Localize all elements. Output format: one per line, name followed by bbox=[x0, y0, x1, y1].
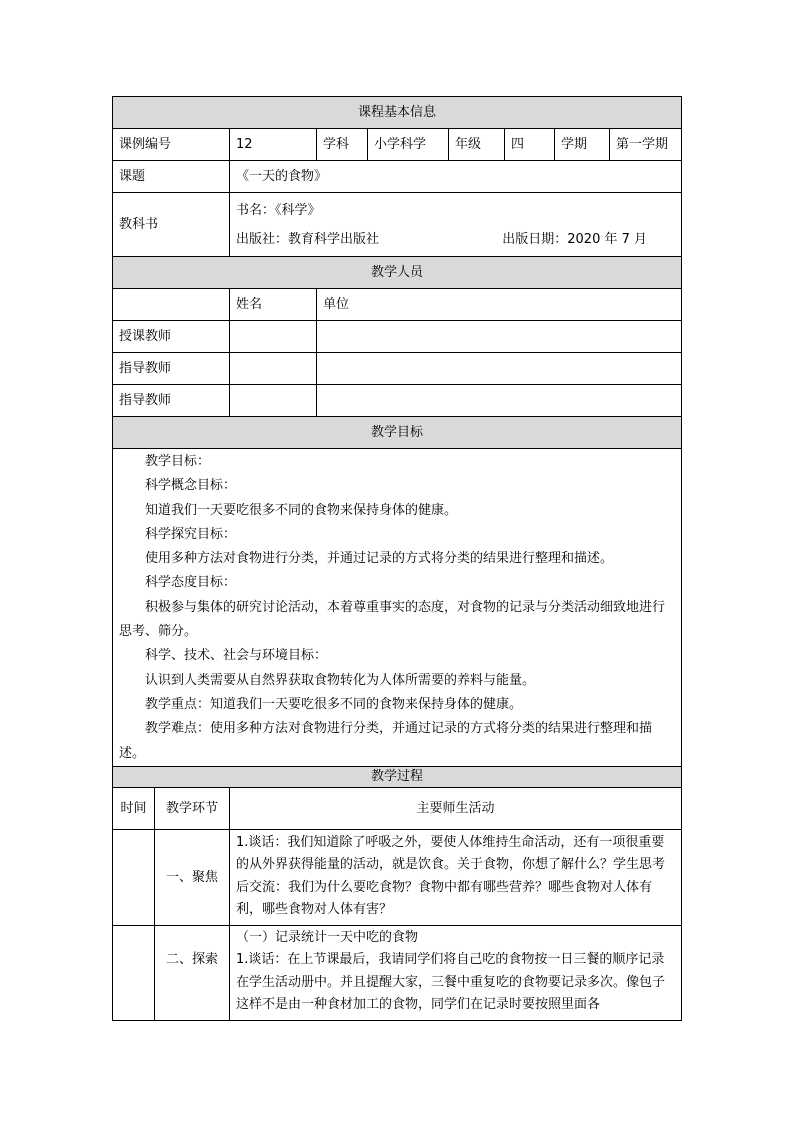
activity-text: 1.谈话：我们知道除了呼吸之外，要使人体维持生命活动，还有一项很重要的从外界获得能量的活动，就是饮食。关于食物，你想了解什么？学生思考后交流：我们为什么要吃食物？食物中都有哪些营养？哪些食物对人体有利，哪些食物对人体有害？ bbox=[236, 834, 666, 918]
staff-name-header: 姓名 bbox=[230, 289, 317, 321]
process-row bbox=[113, 829, 682, 925]
activity-column-header: 主要师生活动 bbox=[230, 787, 682, 829]
process-row bbox=[113, 925, 682, 1020]
goals-paragraph: 教学目标： bbox=[145, 454, 211, 469]
publication-date: 出版日期：2020 年 7 月 bbox=[502, 231, 648, 247]
publication-line bbox=[236, 225, 675, 254]
staff-unit-header: 单位 bbox=[317, 289, 682, 321]
staff-role-header bbox=[113, 289, 230, 321]
term-value: 第一学期 bbox=[610, 129, 682, 161]
goals-paragraph: 认识到人类需要从自然界获取食物转化为人体所需要的养料与能量。 bbox=[145, 672, 536, 688]
goals-paragraph: 积极参与集体的研究讨论活动，本着尊重事实的态度，对食物的记录与分类活动细致地进行思考、筛分。 bbox=[119, 599, 666, 640]
staff-name bbox=[230, 353, 317, 385]
time-column-header: 时间 bbox=[113, 787, 155, 829]
process-stage: 一、聚焦 bbox=[155, 829, 230, 925]
textbook-label: 教科书 bbox=[113, 193, 230, 257]
goals-paragraph: 科学、技术、社会与环境目标： bbox=[145, 648, 328, 664]
staff-role: 指导教师 bbox=[113, 385, 230, 417]
staff-unit bbox=[317, 353, 682, 385]
goals-content bbox=[113, 449, 682, 767]
term-label: 学期 bbox=[555, 129, 610, 161]
staff-row bbox=[113, 353, 682, 385]
grade-value: 四 bbox=[505, 129, 555, 161]
staff-unit bbox=[317, 321, 682, 353]
subject-value: 小学科学 bbox=[368, 129, 449, 161]
process-activity bbox=[230, 829, 682, 925]
staff-role: 授课教师 bbox=[113, 321, 230, 353]
activity-heading: （一）记录统计一天中吃的食物 bbox=[236, 929, 419, 945]
section-header-process: 教学过程 bbox=[113, 766, 682, 787]
topic-value: 《一天的食物》 bbox=[230, 161, 682, 193]
staff-row bbox=[113, 321, 682, 353]
subject-label: 学科 bbox=[317, 129, 368, 161]
publisher: 出版社：教育科学出版社 bbox=[236, 231, 380, 247]
goals-paragraph: 教学重点：知道我们一天要吃很多不同的食物来保持身体的健康。 bbox=[145, 696, 523, 712]
process-activity bbox=[230, 925, 682, 1020]
section-header-basic-info: 课程基本信息 bbox=[113, 97, 682, 129]
staff-name bbox=[230, 321, 317, 353]
goals-paragraph: 教学难点：使用多种方法对食物进行分类，并通过记录的方式将分类的结果进行整理和描述。 bbox=[119, 721, 653, 761]
stage-column-header: 教学环节 bbox=[155, 787, 230, 829]
process-stage: 二、探索 bbox=[155, 925, 230, 1020]
staff-row bbox=[113, 385, 682, 417]
goals-paragraph: 科学态度目标： bbox=[145, 575, 237, 591]
section-header-staff: 教学人员 bbox=[113, 257, 682, 289]
grade-label: 年级 bbox=[449, 129, 505, 161]
topic-label: 课题 bbox=[113, 161, 230, 193]
goals-paragraph: 科学概念目标： bbox=[145, 478, 237, 494]
process-time bbox=[113, 829, 155, 925]
staff-name bbox=[230, 385, 317, 417]
case-number-label: 课例编号 bbox=[113, 129, 230, 161]
section-header-goals: 教学目标 bbox=[113, 417, 682, 449]
lesson-plan-table bbox=[112, 96, 682, 1021]
activity-text: 1.谈话：在上节课最后，我请同学们将自己吃的食物按一日三餐的顺序记录在学生活动册中。并且提醒大家，三餐中重复吃的食物要记录多次。像包子这样不是由一种食材加工的食物，同学们在记录时要按照里面各 bbox=[236, 952, 666, 1013]
staff-unit bbox=[317, 385, 682, 417]
textbook-info bbox=[230, 193, 682, 257]
lesson-plan-sheet bbox=[112, 96, 681, 1021]
goals-paragraph: 科学探究目标： bbox=[145, 526, 237, 542]
goals-paragraph: 使用多种方法对食物进行分类，并通过记录的方式将分类的结果进行整理和描述。 bbox=[145, 551, 614, 567]
process-time bbox=[113, 925, 155, 1020]
book-name: 书名：《科学》 bbox=[236, 202, 321, 218]
case-number-value: 12 bbox=[230, 129, 317, 161]
staff-role: 指导教师 bbox=[113, 353, 230, 385]
goals-paragraph: 知道我们一天要吃很多不同的食物来保持身体的健康。 bbox=[145, 502, 458, 518]
